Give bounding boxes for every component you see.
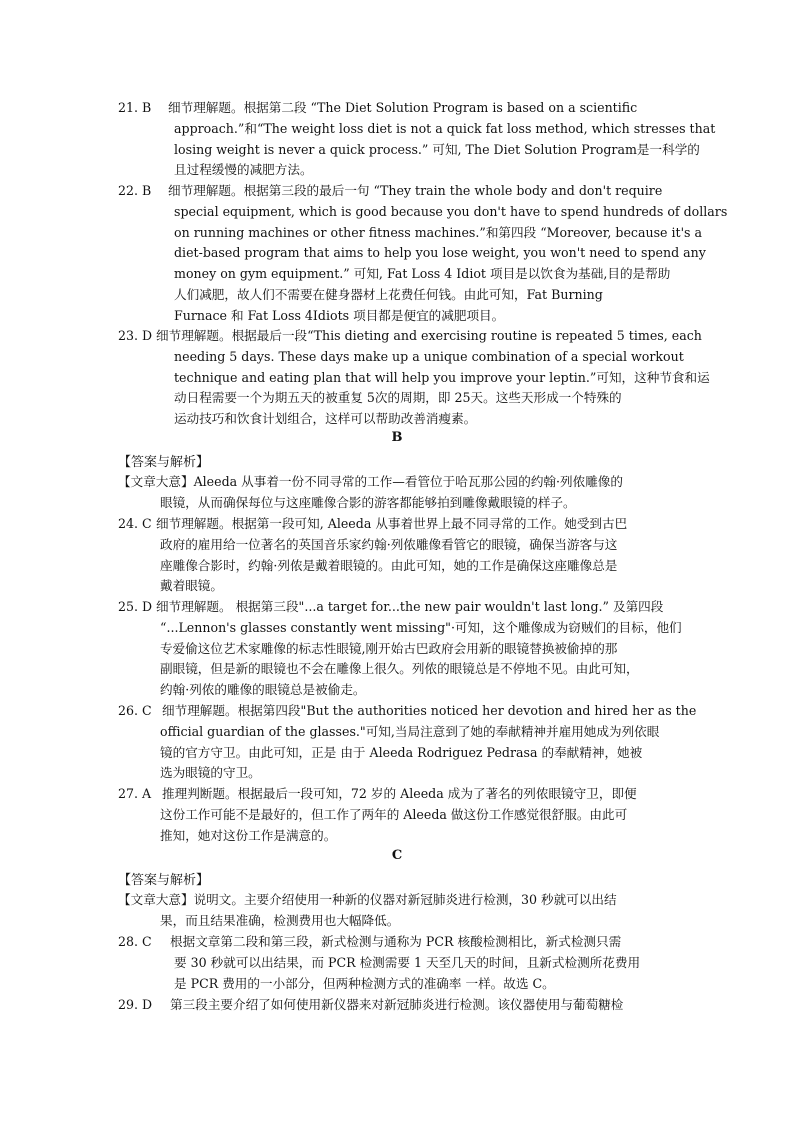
answer-line: 根据文章第二段和第三段，新式检测与通称为 PCR 核酸检测相比，新式检测只需 bbox=[170, 934, 622, 949]
answer-line: 推理判断题。根据最后一段可知，72 岁的 Aleeda 成为了著名的列侬眼镜守卫，即便 bbox=[162, 786, 637, 801]
answer-number: 29. D bbox=[118, 997, 153, 1012]
answer-number: 22. B bbox=[118, 183, 152, 198]
answer-number: 27. A bbox=[118, 786, 152, 801]
summary-line: 果，而且结果准确，检测费用也大幅降低。 bbox=[160, 912, 400, 928]
answer-line: needing 5 days. These days make up a unique combination of a special workout bbox=[174, 348, 684, 364]
answer-line: 座雕像合影时，约翰·列侬是戴着眼镜的。由此可知，她的工作是确保这座雕像总是 bbox=[160, 557, 618, 573]
answer-line: 第三段主要介绍了如何使用新仪器来对新冠肺炎进行检测。该仪器使用与葡萄糖检 bbox=[170, 997, 624, 1012]
answer-line: 细节理解题。根据第四段"But the authorities noticed her devotion and hired her as the bbox=[162, 703, 697, 718]
answer-line: technique and eating plan that will help you improve your leptin.”可知，这种节食和运 bbox=[174, 369, 710, 385]
answer-number: 28. C bbox=[118, 934, 152, 949]
answer-line: 是 PCR 费用的一小部分，但两种检测方式的准确率 一样。故选 C。 bbox=[174, 975, 555, 991]
answer-line: money on gym equipment.” 可知, Fat Loss 4 Idiot 项目是以饮食为基础,目的是帮助 bbox=[174, 266, 671, 282]
answer-number: 24. C bbox=[118, 516, 152, 531]
answer-line: 选为眼镜的守卫。 bbox=[160, 765, 261, 781]
article-summary bbox=[118, 890, 688, 932]
answer-line: 细节理解题。根据最后一段“This dieting and exercising routine is repeated 5 times, each bbox=[156, 328, 702, 343]
answer-line: Furnace 和 Fat Loss 4Idiots 项目都是便宜的减肥项目。 bbox=[174, 307, 505, 323]
answer-line: 人们减肥，故人们不需要在健身器材上花费任何钱。由此可知，Fat Burning bbox=[174, 286, 603, 302]
answer-line: official guardian of the glasses."可知,当局注意到了她的奉献精神并雇用她成为列依眼 bbox=[160, 723, 660, 739]
summary-line: 【文章大意】说明文。主要介绍使用一种新的仪器对新冠肺炎进行检测，30 秒就可以出结 bbox=[118, 892, 617, 907]
answer-number: 21. B bbox=[118, 100, 152, 115]
answer-number: 23. D bbox=[118, 328, 153, 343]
answer-line: 动日程需要一个为期五天的被重复 5次的周期，即 25天。这些天形成一个特殊的 bbox=[174, 390, 622, 406]
answer-line: on running machines or other fitness machines.”和第四段 “Moreover, because it's a bbox=[174, 224, 703, 240]
answer-line: 细节理解题。根据第一段可知, Aleeda 从事着世界上最不同寻常的工作。她受到古巴 bbox=[156, 516, 628, 531]
answer-number: 26. C bbox=[118, 703, 152, 718]
summary-line: 眼镜，从而确保每位与这座雕像合影的游客都能够拍到雕像戴眼镜的样子。 bbox=[160, 494, 576, 510]
answer-line: 要 30 秒就可以出结果，而 PCR 检测需要 1 天至几天的时间，且新式检测所花费用 bbox=[174, 954, 641, 970]
answer-line: 细节理解题。根据第二段 “The Diet Solution Program is based on a scientific bbox=[168, 100, 638, 115]
summary-line: 【文章大意】Aleeda 从事着一份不同寻常的工作—看管位于哈瓦那公园的约翰·列侬雕像的 bbox=[118, 474, 623, 489]
answer-line: losing weight is never a quick process.” 可知, The Diet Solution Program是一科学的 bbox=[174, 141, 700, 157]
answer-line: diet-based program that aims to help you lose weight, you won't need to spend any bbox=[174, 245, 706, 261]
answer-line: 细节理解题。 根据第三段"...a target for...the new pair wouldn't last long.” 及第四段 bbox=[156, 599, 664, 614]
answer-number: 25. D bbox=[118, 599, 153, 614]
answer-analysis-label: 【答案与解析】 bbox=[118, 455, 210, 470]
answer-line: 镜的官方守卫。由此可知，正是 由于 Aleeda Rodriguez Pedrasa 的奉献精神，她被 bbox=[160, 744, 643, 760]
answer-line: 约翰·列侬的雕像的眼镜总是被偷走。 bbox=[160, 682, 366, 698]
answer-line: 政府的雇用给一位著名的英国音乐家约翰·列侬雕像看管它的眼镜，确保当游客与这 bbox=[160, 536, 618, 552]
answer-analysis-label: 【答案与解析】 bbox=[118, 873, 210, 888]
section-heading-b: B bbox=[391, 430, 403, 445]
answer-line: 副眼镜，但是新的眼镜也不会在雕像上很久。列侬的眼镜总是不停地不见。由此可知， bbox=[160, 661, 639, 677]
answer-line: “...Lennon's glasses constantly went missing"·可知，这个雕像成为窃贼们的目标，他们 bbox=[160, 619, 682, 635]
answer-line: 戴着眼镜。 bbox=[160, 578, 223, 594]
answer-line: 专爱偷这位艺术家雕像的标志性眼镜,刚开始古巴政府会用新的眼镜替换被偷掉的那 bbox=[160, 640, 618, 656]
answer-line: 推知，她对这份工作是满意的。 bbox=[160, 827, 337, 843]
answer-line: 且过程缓慢的减肥方法。 bbox=[174, 162, 313, 178]
article-summary bbox=[118, 472, 688, 514]
answer-line: 细节理解题。根据第三段的最后一句 “They train the whole body and don't require bbox=[168, 183, 663, 198]
answer-line: 这份工作可能不是最好的，但工作了两年的 Aleeda 做这份工作感觉很舒服。由此可 bbox=[160, 806, 628, 822]
answer-line: special equipment, which is good because you don't have to spend hundreds of dollars bbox=[174, 203, 728, 219]
section-heading-c: C bbox=[391, 848, 403, 863]
answer-line: approach.”和“The weight loss diet is not a quick fat loss method, which stresses that bbox=[174, 120, 716, 136]
answer-line: 运动技巧和饮食计划组合，这样可以帮助改善消瘦素。 bbox=[174, 411, 477, 427]
